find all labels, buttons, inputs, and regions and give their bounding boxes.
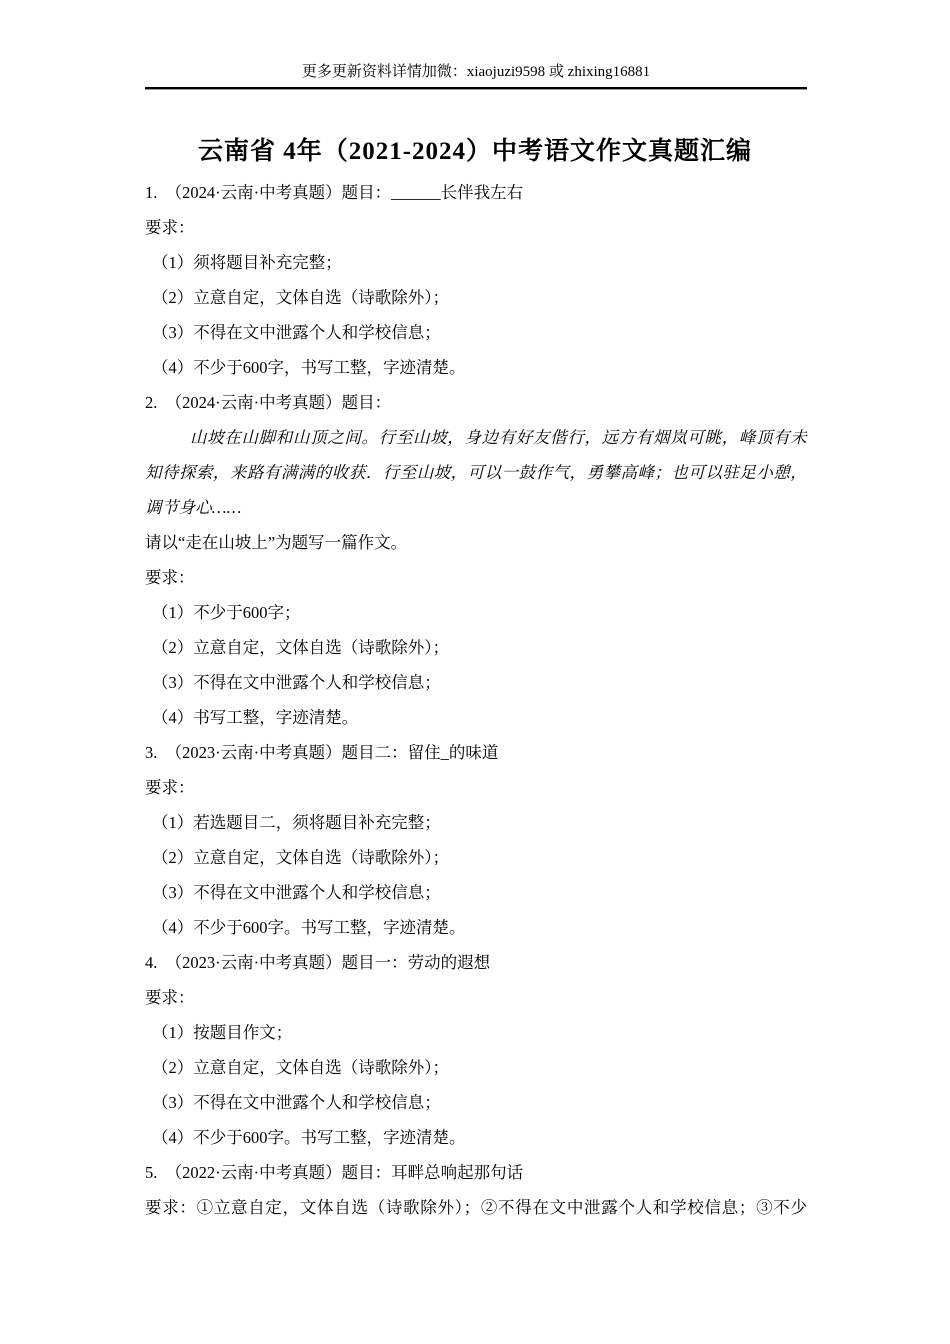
quote-line: 山坡在山脚和山顶之间。行至山坡，身边有好友偕行，远方有烟岚可眺，峰顶有未 <box>190 428 807 447</box>
document-title: 云南省 4年（2021-2024）中考语文作文真题汇编 <box>197 138 753 165</box>
requirements-label: 要求： <box>145 988 195 1007</box>
question-3-title: 3. （2023·云南·中考真题）题目二：留住_的味道 <box>145 743 499 762</box>
header-divider <box>145 87 807 90</box>
requirements-label: 要求： <box>145 218 195 237</box>
document-body <box>145 175 807 1225</box>
page-header-promo: 更多更新资料详情加微：xiaojuzi9598 或 zhixing16881 <box>301 64 651 80</box>
requirement-line: （1）若选题目二，须将题目补充完整； <box>152 813 441 832</box>
requirement-line: （1）按题目作文； <box>152 1023 293 1042</box>
requirement-line: （3）不得在文中泄露个人和学校信息； <box>152 673 441 692</box>
requirement-line: （4）不少于600字，书写工整，字迹清楚。 <box>152 358 466 377</box>
requirement-line: （4）不少于600字。书写工整，字迹清楚。 <box>152 1128 466 1147</box>
quote-line: 知待探索，来路有满满的收获．行至山坡，可以一鼓作气，勇攀高峰；也可以驻足小憩， <box>145 463 807 482</box>
requirement-line: （1）不少于600字； <box>152 603 301 622</box>
requirement-line: （3）不得在文中泄露个人和学校信息； <box>152 1093 441 1112</box>
requirement-line: （1）须将题目补充完整； <box>152 253 342 272</box>
requirement-line: （2）立意自定，文体自选（诗歌除外）； <box>152 288 449 307</box>
requirement-line: （3）不得在文中泄露个人和学校信息； <box>152 323 441 342</box>
question-5-title: 5. （2022·云南·中考真题）题目：耳畔总响起那句话 <box>145 1163 524 1182</box>
question-2-title: 2. （2024·云南·中考真题）题目： <box>145 393 392 412</box>
question-1-title: 1. （2024·云南·中考真题）题目：______长伴我左右 <box>145 183 524 202</box>
requirement-line: （2）立意自定，文体自选（诗歌除外）； <box>152 1058 449 1077</box>
requirements-label: 要求： <box>145 568 195 587</box>
requirement-line: （3）不得在文中泄露个人和学校信息； <box>152 883 441 902</box>
prompt-line: 请以“走在山坡上”为题写一篇作文。 <box>145 533 408 552</box>
requirement-line: （4）不少于600字。书写工整，字迹清楚。 <box>152 918 466 937</box>
requirements-label: 要求： <box>145 778 195 797</box>
requirement-line: （2）立意自定，文体自选（诗歌除外）； <box>152 848 449 867</box>
requirements-inline: 要求：①立意自定，文体自选（诗歌除外）；②不得在文中泄露个人和学校信息；③不少 <box>145 1198 807 1217</box>
requirement-line: （4）书写工整，字迹清楚。 <box>152 708 359 727</box>
quote-line: 调节身心…… <box>145 498 242 517</box>
requirement-line: （2）立意自定，文体自选（诗歌除外）； <box>152 638 449 657</box>
question-4-title: 4. （2023·云南·中考真题）题目一：劳动的遐想 <box>145 953 491 972</box>
